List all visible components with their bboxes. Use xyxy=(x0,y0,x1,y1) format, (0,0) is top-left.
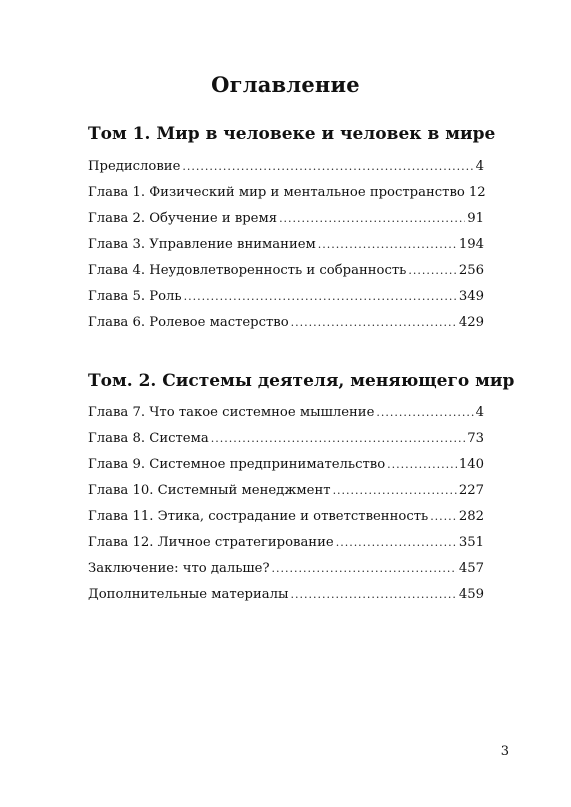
toc-entry[interactable] xyxy=(88,232,484,258)
toc-entry[interactable] xyxy=(88,284,484,310)
dot-leader xyxy=(430,504,457,530)
toc-entry-page: 282 xyxy=(458,509,484,524)
toc-entry-label: Заключение: что дальше? xyxy=(88,561,270,576)
toc-entry[interactable] xyxy=(88,154,484,180)
dot-leader xyxy=(291,310,457,336)
toc-entry[interactable] xyxy=(88,530,484,556)
dot-leader xyxy=(211,426,466,452)
toc-entry[interactable] xyxy=(88,400,484,426)
toc-entry-label: Глава 6. Ролевое мастерство xyxy=(88,315,289,330)
toc-entry-page: 459 xyxy=(458,587,484,602)
dot-leader xyxy=(279,206,465,232)
toc-entry-page: 140 xyxy=(458,457,484,472)
dot-leader xyxy=(376,400,473,426)
dot-leader xyxy=(182,154,473,180)
volume-1-title: Том 1. Мир в человеке и человек в мире xyxy=(88,124,496,144)
toc-entry-page: 4 xyxy=(475,159,484,174)
volume-2-toc xyxy=(88,400,484,608)
toc-entry-label: Глава 10. Системный менеджмент xyxy=(88,483,331,498)
toc-entry[interactable] xyxy=(88,504,484,530)
toc-entry-page: 194 xyxy=(458,237,484,252)
toc-entry-page: 73 xyxy=(467,431,484,446)
dot-leader xyxy=(318,232,457,258)
toc-entry[interactable] xyxy=(88,258,484,284)
toc-entry-label: Предисловие xyxy=(88,159,181,174)
volume-1-toc xyxy=(88,154,484,336)
toc-entry-label: Глава 8. Система xyxy=(88,431,209,446)
toc-entry[interactable] xyxy=(88,426,484,452)
toc-entry[interactable] xyxy=(88,206,484,232)
toc-entry-page: 457 xyxy=(458,561,484,576)
dot-leader xyxy=(408,258,456,284)
toc-entry-label: Дополнительные материалы xyxy=(88,587,289,602)
toc-entry-label: Глава 2. Обучение и время xyxy=(88,211,278,226)
toc-entry-label: Глава 5. Роль xyxy=(88,289,182,304)
page-title: Оглавление xyxy=(211,72,360,98)
toc-entry-label: Глава 7. Что такое системное мышление xyxy=(88,405,375,420)
toc-entry[interactable] xyxy=(88,556,484,582)
toc-entry-label: Глава 12. Личное стратегирование xyxy=(88,535,334,550)
dot-leader xyxy=(387,452,457,478)
dot-leader xyxy=(336,530,457,556)
toc-entry-page: 351 xyxy=(458,535,484,550)
toc-entry-label: Глава 9. Системное предпринимательство xyxy=(88,457,386,472)
toc-entry-page: 429 xyxy=(458,315,484,330)
toc-entry[interactable] xyxy=(88,582,484,608)
toc-entry-page: 12 xyxy=(468,185,486,200)
toc-entry[interactable] xyxy=(88,452,484,478)
toc-entry-label: Глава 11. Этика, сострадание и ответственность xyxy=(88,509,429,524)
toc-entry[interactable] xyxy=(88,310,484,336)
toc-entry-label: Глава 1. Физический мир и ментальное пространство xyxy=(88,185,465,200)
toc-entry-label: Глава 3. Управление вниманием xyxy=(88,237,316,252)
dot-leader xyxy=(333,478,457,504)
toc-entry[interactable] xyxy=(88,478,484,504)
page-number: 3 xyxy=(500,744,509,759)
toc-entry-page: 91 xyxy=(467,211,484,226)
dot-leader xyxy=(272,556,457,582)
toc-entry-page: 256 xyxy=(458,263,484,278)
toc-entry-page: 227 xyxy=(458,483,484,498)
dot-leader xyxy=(290,582,456,608)
toc-entry-page: 349 xyxy=(458,289,484,304)
toc-entry-page: 4 xyxy=(475,405,484,420)
dot-leader xyxy=(184,284,457,310)
volume-2-title: Том. 2. Системы деятеля, меняющего мир xyxy=(88,371,515,391)
toc-entry-label: Глава 4. Неудовлетворенность и собранность xyxy=(88,263,407,278)
toc-entry[interactable] xyxy=(88,180,484,206)
